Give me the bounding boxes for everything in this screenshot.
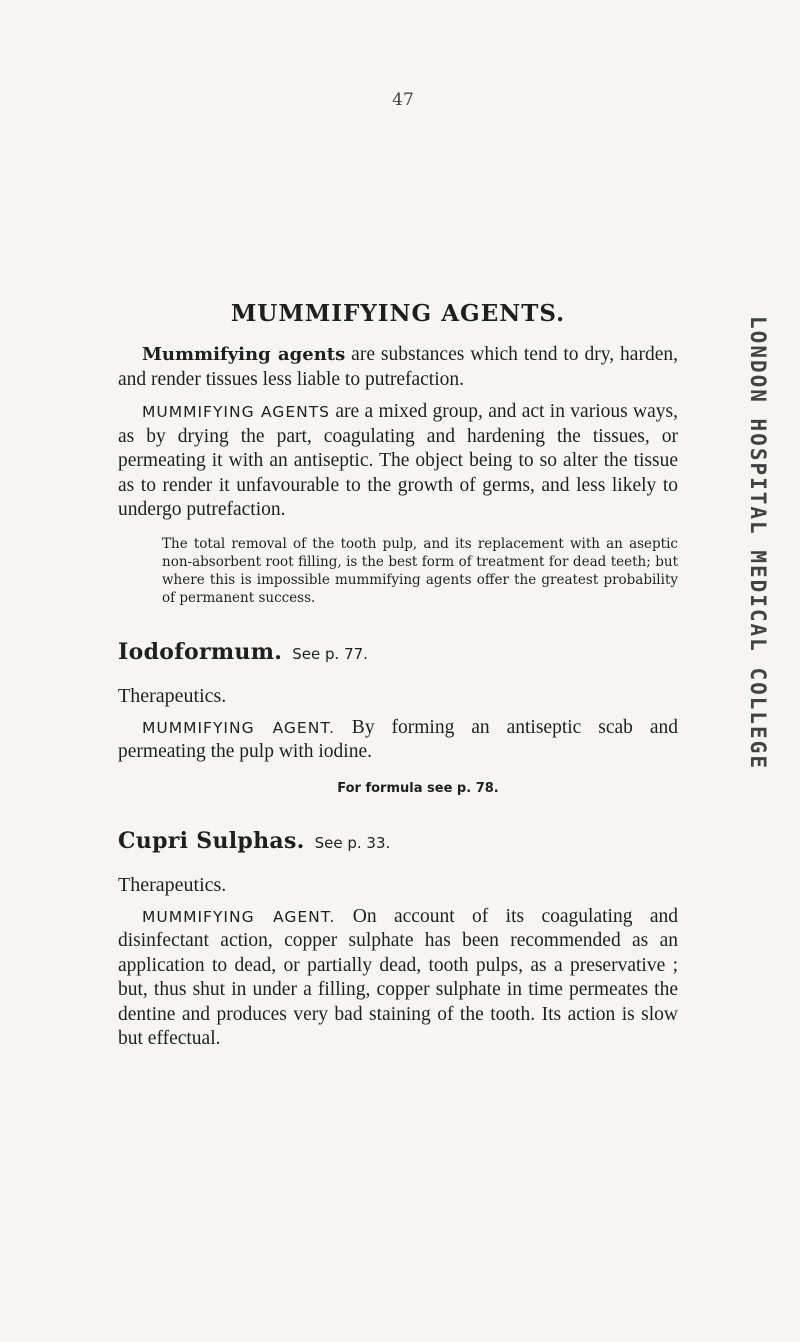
cupri-text: On account of its coagulating and disinfectant action, copper sulphate has been recommended as an application to dead, or partially dead, tooth pulps, as a preservative ; but, thus shut in under a filling, copper sulphate in time permeates the dentine and produces very bad staining of the tooth. Its action is slow but effectual. (118, 905, 678, 1049)
iodoformum-name: Iodoformum. (118, 638, 283, 665)
cupri-heading (118, 828, 678, 854)
mummifying-agents-term: MUMMIFYING AGENTS (142, 403, 331, 421)
intro-term: Mummifying agents (142, 344, 346, 365)
cupri-paragraph (118, 905, 678, 1052)
iodoformum-formula-note: For formula see p. 78. (337, 780, 499, 796)
treatment-note: The total removal of the tooth pulp, and its replacement with an aseptic non-absorbent root filling, is the best form of treatment for dead teeth; but where this is impossible mummifying agents offer the greatest probability of permanent success. (162, 535, 678, 606)
intro-paragraph (118, 343, 678, 392)
iodoformum-text: By forming an antiseptic scab and permeating the pulp with iodine. (118, 716, 678, 762)
iodoformum-term: MUMMIFYING AGENT. (142, 718, 335, 737)
cupri-name: Cupri Sulphas. (118, 827, 305, 854)
mixed-group-paragraph (118, 400, 678, 523)
intro-text: are substances which tend to dry, harden, and render tissues less liable to putrefaction. (118, 344, 678, 390)
page-content (118, 300, 678, 1052)
section-title: MUMMIFYING AGENTS. (230, 300, 566, 327)
cupri-therapeutics-heading: Therapeutics. (118, 873, 227, 896)
iodoformum-therapeutics-heading: Therapeutics. (118, 684, 227, 707)
iodoformum-heading (118, 639, 678, 665)
library-stamp (722, 310, 794, 775)
page-number: 47 (392, 90, 414, 110)
iodoformum-paragraph (118, 716, 678, 765)
library-stamp-text: LONDON HOSPITAL MEDICAL COLLEGE (746, 315, 770, 770)
iodoformum-page-ref: See p. 77. (292, 644, 368, 663)
cupri-page-ref: See p. 33. (314, 833, 391, 852)
mixed-group-text: are a mixed group, and act in various ways, as by drying the part, coagulating and hardening the tissues, or permeating it with an antiseptic. The object being to so alter the tissue as to render it unfavourable to the growth of germs, and less likely to undergo putrefaction. (118, 401, 679, 520)
cupri-term: MUMMIFYING AGENT. (142, 907, 336, 926)
